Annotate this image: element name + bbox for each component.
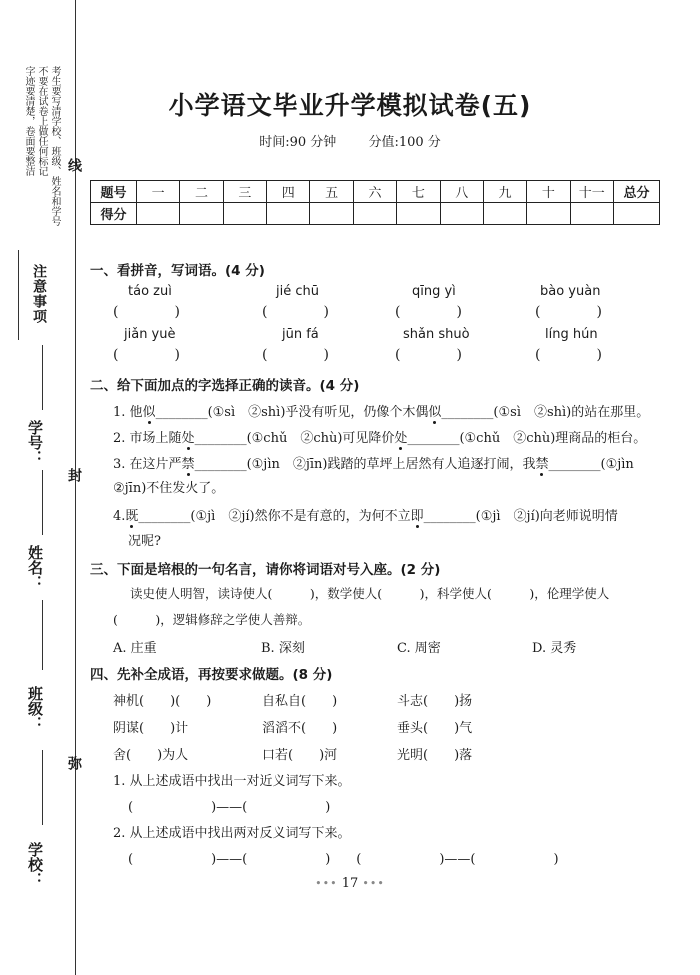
pinyin-4: bào yuàn bbox=[540, 284, 601, 299]
answer-box-5[interactable]: ( ) bbox=[113, 347, 180, 363]
section3-heading: 三、下面是培根的一句名言，请你将词语对号入座。(2 分) bbox=[90, 562, 441, 578]
student-number-line[interactable] bbox=[42, 345, 43, 410]
score-cell[interactable] bbox=[397, 203, 440, 225]
notice-line-3: 字迹要清楚，卷面要整洁 bbox=[23, 66, 34, 176]
column-header: 二 bbox=[180, 181, 223, 203]
column-header: 五 bbox=[310, 181, 353, 203]
column-header: 三 bbox=[223, 181, 266, 203]
column-header: 七 bbox=[397, 181, 440, 203]
score-cell[interactable] bbox=[353, 203, 396, 225]
footer-dots-right: ••• bbox=[362, 877, 385, 890]
answer-box-4[interactable]: ( ) bbox=[535, 304, 602, 320]
score-table-header-row bbox=[91, 181, 660, 203]
answer-box-3[interactable]: ( ) bbox=[395, 304, 462, 320]
question-4-2: 2. 从上述成语中找出两对反义词写下来。 bbox=[113, 826, 351, 841]
answer-box-7[interactable]: ( ) bbox=[395, 347, 462, 363]
section2-heading: 二、给下面加点的字选择正确的读音。(4 分) bbox=[90, 378, 360, 394]
notice-line-2: 不要在试卷上做任何标记 bbox=[36, 66, 47, 176]
score-cell[interactable] bbox=[223, 203, 266, 225]
idiom-8[interactable]: 口若( )河 bbox=[262, 748, 338, 763]
footer-dots-left: ••• bbox=[315, 877, 338, 890]
answer-box-1[interactable]: ( ) bbox=[113, 304, 180, 320]
question-4-1: 1. 从上述成语中找出一对近义词写下来。 bbox=[113, 774, 351, 789]
pinyin-5: jiǎn yuè bbox=[124, 327, 176, 342]
score-cell[interactable] bbox=[440, 203, 483, 225]
idiom-1[interactable]: 神机( )( ) bbox=[113, 694, 212, 709]
column-header: 六 bbox=[353, 181, 396, 203]
score-cell[interactable] bbox=[570, 203, 613, 225]
score-cell[interactable] bbox=[310, 203, 353, 225]
option-c: C. 周密 bbox=[397, 641, 441, 656]
pinyin-2: jié chū bbox=[276, 284, 319, 299]
option-b: B. 深刻 bbox=[261, 641, 305, 656]
total-score-cell[interactable] bbox=[614, 203, 660, 225]
pinyin-7: shǎn shuò bbox=[403, 327, 470, 342]
question-2-3: 3. 在这片严禁________(①jìn ②jīn)践踏的草坪上居然有人追逐打闹，我禁________(①jìn bbox=[113, 457, 634, 472]
question-2-4: 4.既________(①jì ②jí)然你不是有意的，为何不立即________(①jì ②jí)向老师说明情 bbox=[113, 509, 618, 524]
field-label-school: 学校： bbox=[26, 842, 44, 887]
pinyin-1: táo zuì bbox=[128, 284, 172, 299]
column-header: 八 bbox=[440, 181, 483, 203]
name-line[interactable] bbox=[42, 470, 43, 535]
field-label-name: 姓名： bbox=[26, 545, 44, 590]
idiom-7[interactable]: 舍( )为人 bbox=[113, 748, 189, 763]
quote-line-2: ( )，逻辑修辞之学使人善辩。 bbox=[113, 612, 311, 627]
option-d: D. 灵秀 bbox=[532, 641, 577, 656]
page-number: 17 bbox=[341, 876, 359, 891]
answer-box-6[interactable]: ( ) bbox=[262, 347, 329, 363]
question-2-3-cont: ②jīn)不住发火了。 bbox=[113, 481, 225, 496]
idiom-2[interactable]: 自私自( ) bbox=[262, 694, 338, 709]
field-label-student-number: 学号： bbox=[26, 420, 44, 465]
page-title: 小学语文毕业升学模拟试卷(五) bbox=[168, 91, 532, 120]
total-label: 总分 bbox=[614, 181, 660, 203]
dotted-char: 处 bbox=[181, 431, 195, 446]
column-header: 四 bbox=[267, 181, 310, 203]
dotted-char: 既 bbox=[125, 509, 139, 524]
column-header: 九 bbox=[483, 181, 526, 203]
score-cell[interactable] bbox=[483, 203, 526, 225]
class-line[interactable] bbox=[42, 600, 43, 670]
score-table-score-row bbox=[91, 203, 660, 225]
quote-line-1: 读史使人明智，读诗使人( )，数学使人( )，科学使人( )，伦理学使人 bbox=[130, 586, 610, 601]
score-cell[interactable] bbox=[267, 203, 310, 225]
question-2-4-cont: 况呢? bbox=[128, 534, 161, 549]
pinyin-6: jūn fá bbox=[282, 327, 319, 342]
question-2-1: 1. 他似________(①sì ②shì)乎没有听见，仍像个木偶似________(①sì ②shì)的站在那里。 bbox=[113, 405, 650, 420]
score-cell[interactable] bbox=[137, 203, 180, 225]
cut-mark-close: 弥 bbox=[66, 756, 82, 770]
score-label-cell: 得分 bbox=[91, 203, 137, 225]
field-label-class: 班级： bbox=[26, 686, 44, 731]
dotted-char: 即 bbox=[410, 509, 424, 524]
pinyin-8: líng hún bbox=[545, 327, 598, 342]
section4-heading: 四、先补全成语，再按要求做题。(8 分) bbox=[90, 667, 333, 683]
column-header: 十 bbox=[527, 181, 570, 203]
answer-box-8[interactable]: ( ) bbox=[535, 347, 602, 363]
pinyin-3: qīng yì bbox=[412, 284, 456, 299]
score-label: 分值:100 分 bbox=[368, 135, 441, 150]
idiom-5[interactable]: 滔滔不( ) bbox=[262, 721, 338, 736]
column-header: 十一 bbox=[570, 181, 613, 203]
cut-mark-line: 线 bbox=[66, 158, 82, 172]
dotted-char: 禁 bbox=[535, 457, 549, 472]
score-cell[interactable] bbox=[527, 203, 570, 225]
answer-box-2[interactable]: ( ) bbox=[262, 304, 329, 320]
school-line[interactable] bbox=[42, 750, 43, 825]
section1-heading: 一、看拼音，写词语。(4 分) bbox=[90, 263, 265, 279]
antonym-answer[interactable]: ( )——( ) ( )——( ) bbox=[128, 852, 559, 867]
dotted-char: 处 bbox=[394, 431, 408, 446]
column-header: 一 bbox=[137, 181, 180, 203]
score-cell[interactable] bbox=[180, 203, 223, 225]
time-label: 时间:90 分钟 bbox=[259, 135, 337, 150]
notice-label: 注意事项 bbox=[31, 264, 47, 324]
synonym-answer[interactable]: ( )——( ) bbox=[128, 800, 331, 815]
idiom-3[interactable]: 斗志( )扬 bbox=[397, 694, 473, 709]
exam-meta bbox=[0, 131, 700, 150]
notice-line-1: 考生要写清学校、班级、姓名和学号 bbox=[49, 66, 60, 226]
cut-mark-seal: 封 bbox=[66, 468, 82, 482]
dotted-char: 似 bbox=[142, 405, 156, 420]
question-2-2: 2. 市场上随处________(①chǔ ②chù)可见降价处________(①chǔ ②chù)理商品的柜台。 bbox=[113, 431, 647, 446]
idiom-9[interactable]: 光明( )落 bbox=[397, 748, 473, 763]
notice-rule bbox=[18, 250, 19, 340]
idiom-4[interactable]: 阴谋( )计 bbox=[113, 721, 189, 736]
dotted-char: 似 bbox=[428, 405, 442, 420]
idiom-6[interactable]: 垂头( )气 bbox=[397, 721, 473, 736]
dotted-char: 禁 bbox=[181, 457, 195, 472]
page-footer bbox=[0, 876, 700, 891]
option-a: A. 庄重 bbox=[113, 641, 157, 656]
score-table bbox=[90, 180, 660, 225]
question-number-label: 题号 bbox=[91, 181, 137, 203]
